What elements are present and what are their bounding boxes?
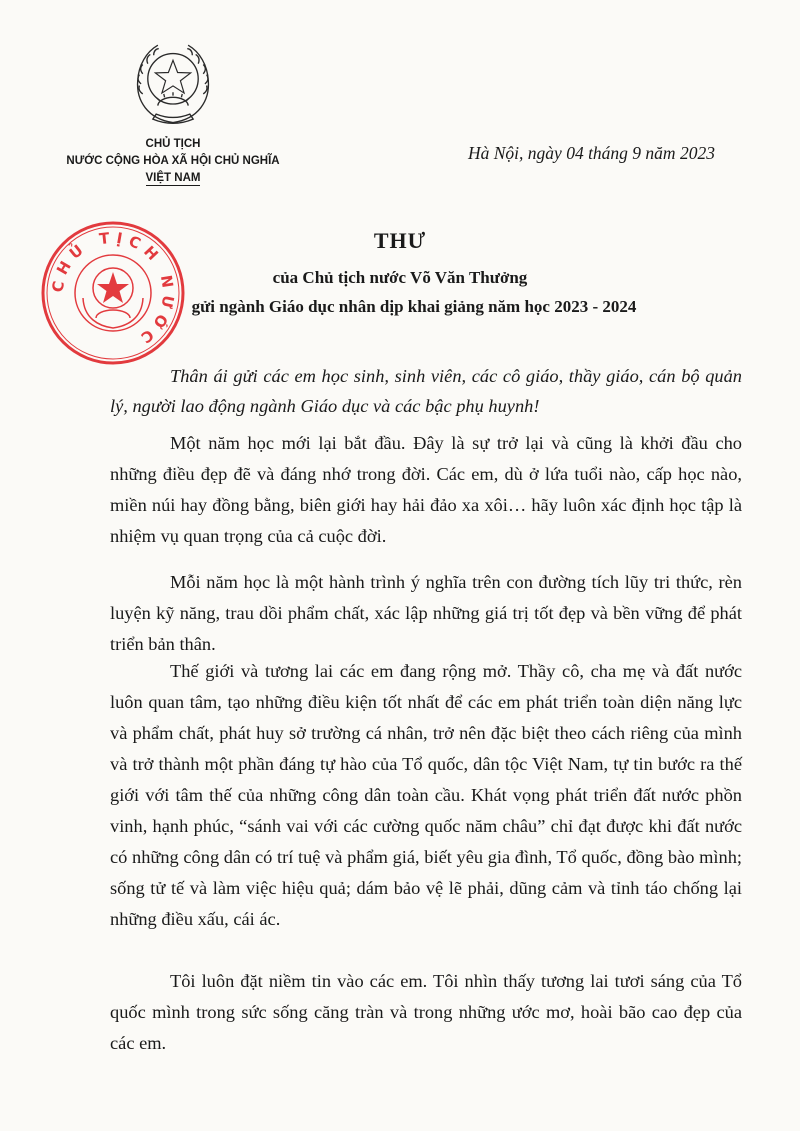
national-emblem-icon — [131, 38, 215, 128]
letter-paragraph-4: Tôi luôn đặt niềm tin vào các em. Tôi nhìn thấy tương lai tươi sáng của Tổ quốc mình trong sức sống căng tràn và trong những ước mơ, hoài bão cao đẹp của các em. — [110, 971, 742, 1053]
letter-paragraph-1: Một năm học mới lại bắt đầu. Đây là sự trở lại và cũng là khởi đầu cho những điều đẹp đẽ và đáng nhớ trong đời. Các em, dù ở lứa tuổi nào, cấp học nào, miền núi hay đồng bằng, biên giới hay hải đảo xa xôi… hãy luôn xác định học tập là nhiệm vụ quan trọng của cả cuộc đời. — [110, 433, 742, 546]
letter-salutation: Thân ái gửi các em học sinh, sinh viên, các cô giáo, thầy giáo, cán bộ quản lý, người lao động ngành Giáo dục và các bậc phụ huynh! — [110, 366, 742, 416]
letter-paragraph-2: Mỗi năm học là một hành trình ý nghĩa trên con đường tích lũy tri thức, rèn luyện kỹ năng, trau dồi phẩm chất, xác lập những giá trị tốt đẹp và bền vững để phát triển bản thân. — [110, 572, 742, 654]
issuer-block — [55, 136, 291, 187]
issuer-country-name: VIỆT NAM — [145, 172, 201, 184]
letter-subtitle-line1: của Chủ tịch nước Võ Văn Thưởng — [272, 268, 528, 287]
letter-title: THƯ — [373, 228, 427, 253]
seal-text: CHỦ TỊCH NƯỚC — [48, 228, 178, 351]
letter-subtitle-line2: gửi ngành Giáo dục nhân dịp khai giảng năm học 2023 - 2024 — [191, 297, 637, 316]
issuer-title: CHỦ TỊCH — [145, 138, 201, 150]
issuer-country-line: NƯỚC CỘNG HÒA XÃ HỘI CHỦ NGHĨA — [66, 155, 280, 167]
letter-paragraph-3: Thế giới và tương lai các em đang rộng mở. Thầy cô, cha mẹ và đất nước luôn quan tâm, tạo những điều kiện tốt nhất để các em phát triển toàn diện năng lực và phẩm chất, phát huy sở trường cá nhân, trở nên đặc biệt theo cách riêng của mình và trở thành một phần đáng tự hào của Tổ quốc, dân tộc Việt Nam, tự tin bước ra thế giới với tâm thế của những công dân toàn cầu. Khát vọng phát triển đất nước phồn vinh, hạnh phúc, “sánh vai với các cường quốc năm châu” chỉ đạt được khi đất nước có những công dân có trí tuệ và phẩm giá, biết yêu gia đình, Tổ quốc, đồng bào mình; sống tử tế và làm việc hiệu quả; dám bảo vệ lẽ phải, dũng cảm và tỉnh táo chống lại những điều xấu, cái ác. — [110, 661, 742, 929]
letter-date: Hà Nội, ngày 04 tháng 9 năm 2023 — [468, 143, 715, 163]
